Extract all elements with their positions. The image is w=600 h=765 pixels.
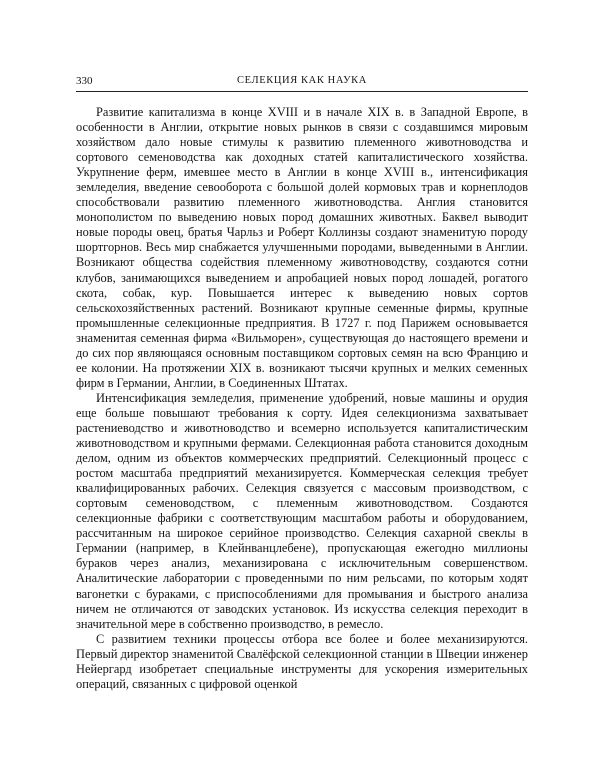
- paragraph-1: Развитие капитализма в конце XVIII и в начале XIX в. в Западной Европе, в особенности в Англии, открытие новых рынков в связи с создавшимся мировым хозяйством дало новые стимулы к развитию племенного животноводства и сортового семеноводства как доходных статей капиталистического хозяйства. Укрупнение ферм, имевшее место в Англии в конце XVIII в., интенсификация земледелия, введение севооборота с большой долей кормовых трав и корнеплодов способствовали развитию племенного животноводства. Англия становится монополистом по выведению новых пород домашних животных. Баквел выводит новые породы овец, братья Чарльз и Роберт Коллинзы создают знаменитую породу шортгорнов. Весь мир снабжается улучшенными породами, выведенными в Англии. Возникают общества содействия племенному животноводству, создаются сотни клубов, занимающихся выведением и апробацией новых пород лошадей, рогатого скота, собак, кур. Повышается интерес к выведению новых сортов сельскохозяйственных растений. Возникают крупные семенные фирмы, крупные промышленные селекционные предприятия. В 1727 г. под Парижем основывается знаменитая семенная фирма «Вильморен», существующая до настоящего времени и до сих пор являющаяся основным поставщиком сортовых семян на всю Францию и ее колонии. На протяжении XIX в. возникают тысячи крупных и мелких семенных фирм в Германии, Англии, в Соединенных Штатах.: [76, 105, 528, 390]
- page-number: 330: [76, 75, 93, 87]
- running-head: [76, 74, 528, 88]
- running-title: СЕЛЕКЦИЯ КАК НАУКА: [237, 75, 367, 86]
- paragraph-2: Интенсификация земледелия, применение удобрений, новые машины и орудия еще больше повышают требования к сорту. Идея селекционизма захватывает растениеводство и животноводство и всемерно используется капиталистическим животноводством и крупными фермами. Селекционная работа становится доходным делом, одним из объектов коммерческих предприятий. Селекционный процесс с ростом масштаба предприятий механизируется. Коммерческая селекция требует квалифицированных рабочих. Селекция связуется с массовым производством, с сортовым семеноводством, с племенным животноводством. Создаются селекционные фабрики с соответствующим масштабом работы и оборудованием, рассчитанным на широкое серийное производство. Селекция сахарной свеклы в Германии (например, в Клейнванцлебене), пропускающая ежегодно миллионы бураков через анализ, механизирована с исключительным совершенством. Аналитические лаборатории с проведенными по ним рельсами, по которым ходят вагонетки с бураками, с приспособлениями для промывания и быстрого анализа ничем не отличаются от заводских установок. Из искусства селекция переходит в значительной мере в собственно производство, в ремесло.: [76, 390, 528, 631]
- body-text: [76, 105, 528, 692]
- book-page: [76, 74, 528, 691]
- header-rule: [76, 91, 528, 92]
- paragraph-3: С развитием техники процессы отбора все более и более механизируются. Первый директор знаменитой Свалёфской селекционной станции в Швеции инженер Нейергард изобретает специальные инструменты для ускорения измерительных операций, связанных с цифровой оценкой: [76, 631, 528, 691]
